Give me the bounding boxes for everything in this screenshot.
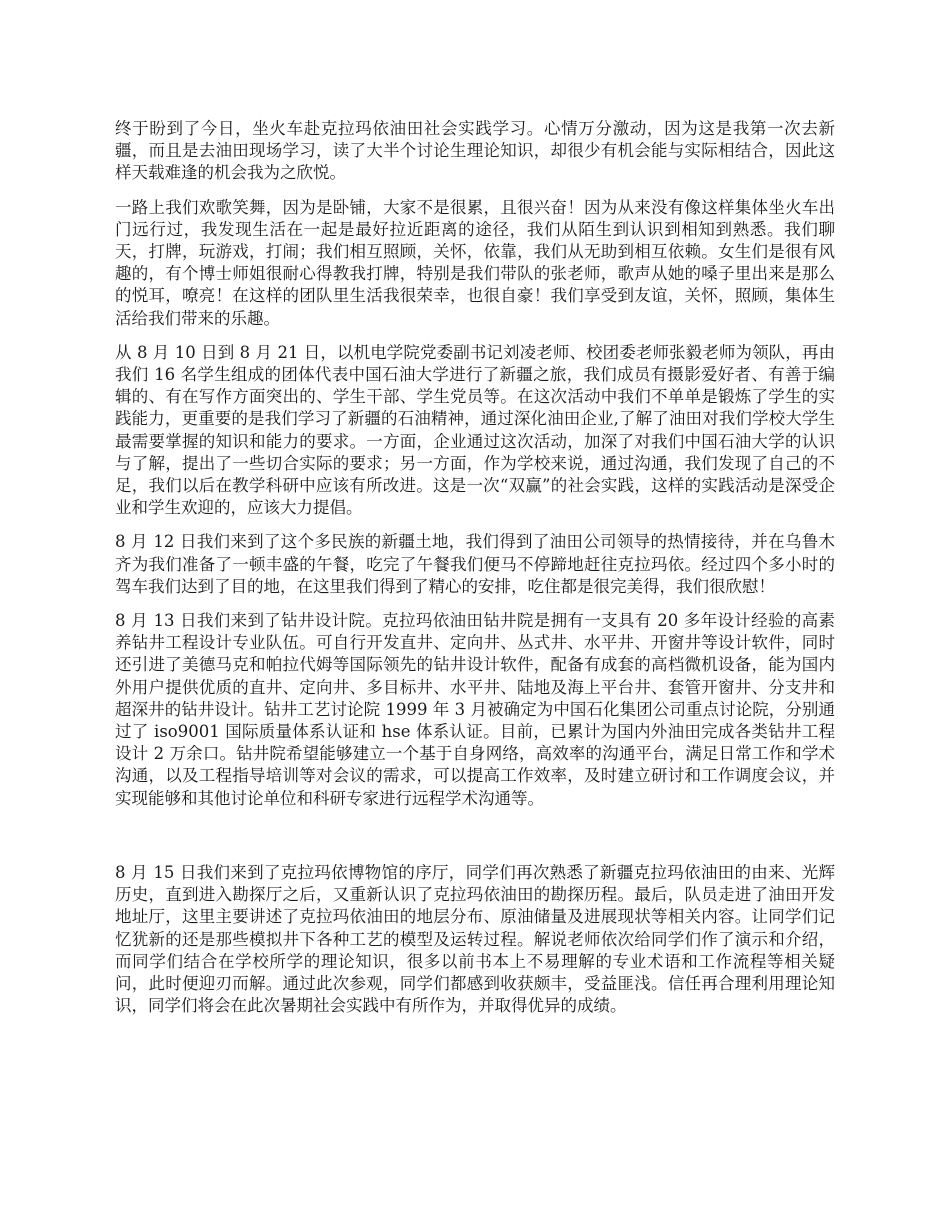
paragraph-train-journey: 一路上我们欢歌笑舞，因为是卧铺，大家不是很累，且很兴奋！因为从来没有像这样集体坐火车出门远行过，我发现生活在一起是最好拉近距离的途径，我们从陌生到认识到相知到熟悉。我们聊天，打牌，玩游戏，打闹；我们相互照顾，关怀，依靠，我们从无助到相互依赖。女生们是很有风趣的，有个博士师姐很耐心得教我打牌，特别是我们带队的张老师，歌声从她的嗓子里出来是那么的悦耳，嘹亮！在这样的团队里生活我很荣幸，也很自豪！我们享受到友谊，关怀，照顾，集体生活给我们带来的乐趣。: [115, 197, 835, 328]
paragraph-aug-15: 8 月 15 日我们来到了克拉玛依博物馆的序厅，同学们再次熟悉了新疆克拉玛依油田的由来、光辉历史，直到进入勘探厅之后，又重新认识了克拉玛依油田的勘探历程。最后，队员走进了油田开发地址厅，这里主要讲述了克拉玛依油田的地层分布、原油储量及进展现状等相关内容。让同学们记忆犹新的还是那些模拟井下各种工艺的模型及运转过程。解说老师依次给同学们作了演示和介绍，而同学们结合在学校所学的理论知识，很多以前书本上不易理解的专业术语和工作流程等相关疑问，此时便迎刃而解。通过此次参观，同学们都感到收获颇丰，受益匪浅。信任再合理利用理论知识，同学们将会在此次暑期社会实践中有所作为，并取得优异的成绩。: [115, 862, 835, 1016]
paragraph-team-overview: 从 8 月 10 日到 8 月 21 日，以机电学院党委副书记刘凌老师、校团委老师张毅老师为领队，再由我们 16 名学生组成的团体代表中国石油大学进行了新疆之旅，我们成员有摄影爱好者、有善于编辑的、有在写作方面突出的、学生干部、学生党员等。在这次活动中我们不单单是锻炼了学生的实践能力，更重要的是我们学习了新疆的石油精神，通过深化油田企业,了解了油田对我们学校大学生最需要掌握的知识和能力的要求。一方面，企业通过这次活动，加深了对我们中国石油大学的认识与了解，提出了一些切合实际的要求；另一方面，作为学校来说，通过沟通，我们发现了自己的不足，我们以后在教学科研中应该有所改进。这是一次“双赢”的社会实践，这样的实践活动是深受企业和学生欢迎的，应该大力提倡。: [115, 342, 835, 518]
paragraph-arrival-intro: 终于盼到了今日，坐火车赴克拉玛依油田社会实践学习。心情万分激动，因为这是我第一次去新疆，而且是去油田现场学习，读了大半个讨论生理论知识，却很少有机会能与实际相结合，因此这样天载难逢的机会我为之欣悦。: [115, 119, 835, 183]
paragraph-aug-12: 8 月 12 日我们来到了这个多民族的新疆土地，我们得到了油田公司领导的热情接待，并在乌鲁木齐为我们准备了一顿丰盛的午餐，吃完了午餐我们便马不停蹄地赶往克拉玛依。经过四个多小时的驾车我们达到了目的地，在这里我们得到了精心的安排，吃住都是很完美得，我们很欣慰！: [115, 532, 835, 596]
paragraph-aug-13: 8 月 13 日我们来到了钻井设计院。克拉玛依油田钻井院是拥有一支具有 20 多年设计经验的高素养钻井工程设计专业队伍。可自行开发直井、定向井、丛式井、水平井、开窗井等设计软件，同时还引进了美德马克和帕拉代姆等国际领先的钻井设计软件，配备有成套的高档微机设备，能为国内外用户提供优质的直井、定向井、多目标井、水平井、陆地及海上平台井、套管开窗井、分支井和超深井的钻井设计。钻井工艺讨论院 1999 年 3 月被确定为中国石化集团公司重点讨论院，分别通过了 iso9001 国际质量体系认证和 hse 体系认证。目前，已累计为国内外油田完成各类钻井工程设计 2 万余口。钻井院希望能够建立一个基于自身网络，高效率的沟通平台，满足日常工作和学术沟通，以及工程指导培训等对会议的需求，可以提高工作效率，及时建立研讨和工作调度会议，并实现能够和其他讨论单位和科研专家进行远程学术沟通等。: [115, 611, 835, 808]
document-body: [115, 118, 835, 1029]
